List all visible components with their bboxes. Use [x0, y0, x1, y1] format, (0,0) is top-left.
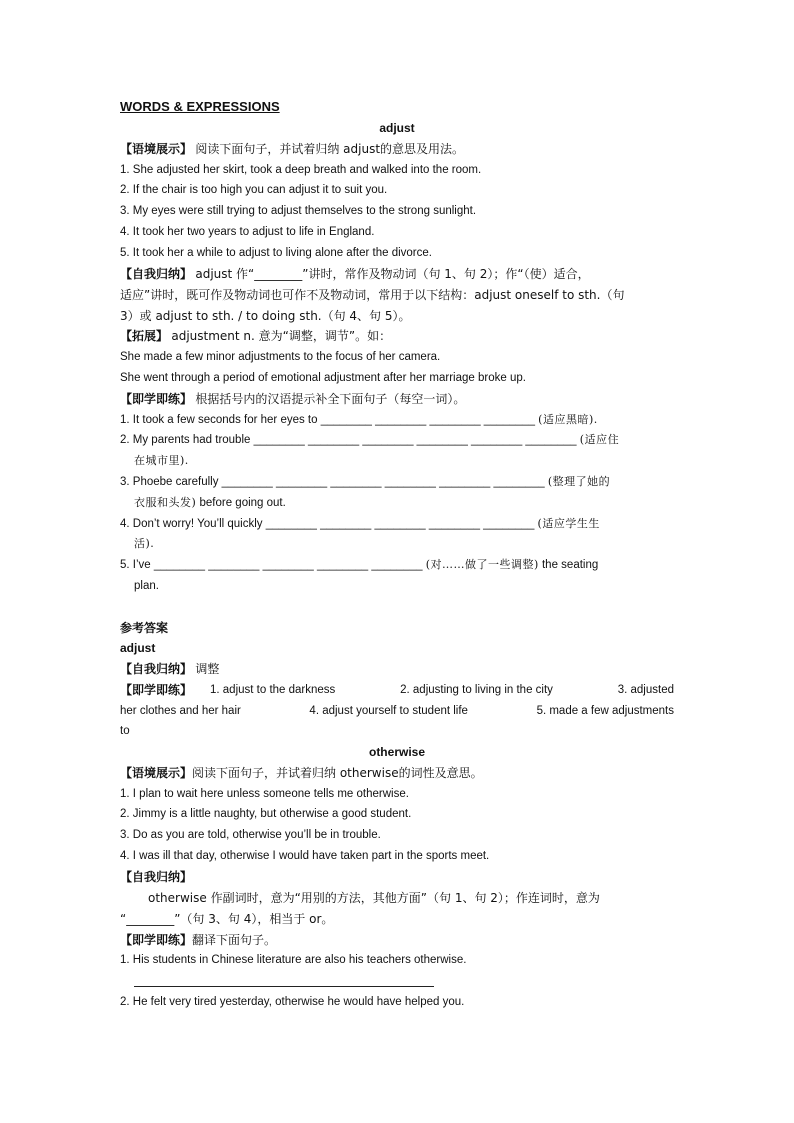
practice-heading	[120, 932, 276, 948]
answers-practice-row: to	[120, 725, 130, 737]
answer-item: 2. adjusting to living in the city	[400, 684, 553, 696]
hint-text: (适应黑暗).	[538, 413, 598, 426]
hint-continuation: 衣服和头发)	[134, 496, 197, 509]
practice-question-2: 2. My parents had trouble ________ ________ ________ ________ ________ ________ (适应住	[120, 433, 620, 446]
context-heading	[120, 765, 483, 781]
example-sentence: 2. If the chair is too high you can adjust it to suit you.	[120, 184, 388, 196]
word-heading-otherwise: otherwise	[368, 745, 425, 759]
context-label: 【语境展示】	[120, 142, 193, 156]
practice-label: 【即学即练】	[120, 933, 193, 947]
practice-question-3-continuation: 衣服和头发) before going out.	[134, 496, 286, 509]
summary-paragraph	[120, 266, 590, 282]
answer-item: her clothes and her hair	[120, 705, 241, 717]
summary-line: otherwise 作副词时，意为“用别的方法，其他方面”（句 1、句 2）；作连词时，意为	[148, 891, 600, 905]
expand-paragraph	[120, 328, 391, 344]
hint-text: (整理了她的	[547, 475, 611, 488]
example-sentence: 5. It took her a while to adjust to living alone after the divorce.	[120, 247, 432, 259]
practice-question-5: 5. I’ve ________ ________ ________ ________ ________ (对……做了一些调整) the seating	[120, 558, 599, 571]
practice-intro: 翻译下面句子。	[192, 933, 277, 947]
section-title: WORDS & EXPRESSIONS	[120, 99, 280, 114]
summary-label: 【自我归纳】	[120, 870, 193, 884]
practice-label: 【即学即练】	[120, 683, 193, 697]
hint-text: (对……做了一些调整)	[425, 558, 539, 571]
practice-question-3: 3. Phoebe carefully ________ ________ ________ ________ ________ ________ (整理了她的	[120, 475, 611, 488]
practice-question-5-continuation: plan.	[134, 580, 159, 592]
summary-answer: 调整	[195, 662, 220, 676]
summary-label: 【自我归纳】	[120, 662, 193, 676]
hint-text: (适应住	[579, 433, 620, 446]
answers-practice-row	[120, 703, 674, 719]
example-sentence: 3. My eyes were still trying to adjust themselves to the strong sunlight.	[120, 205, 477, 217]
expand-label: 【拓展】	[120, 329, 169, 343]
practice-intro: 根据括号内的汉语提示补全下面句子（每空一词）。	[195, 392, 466, 406]
answers-word: adjust	[120, 641, 156, 655]
example-sentence: 1. I plan to wait here unless someone tells me otherwise.	[120, 788, 409, 800]
summary-line: adjust 作“________”讲时，常作及物动词（句 1、句 2）；作“（使）适合，	[195, 267, 590, 281]
example-sentence: 4. It took her two years to adjust to life in England.	[120, 226, 375, 238]
answers-summary	[120, 661, 219, 677]
translation-sentence: 1. His students in Chinese literature are also his teachers otherwise.	[120, 954, 467, 966]
answer-item: 3. adjusted	[617, 684, 674, 696]
practice-question-1: 1. It took a few seconds for her eyes to ________ ________ ________ ________ (适应黑暗).	[120, 413, 598, 426]
example-sentence: 4. I was ill that day, otherwise I would have taken part in the sports meet.	[120, 850, 490, 862]
answers-title: 参考答案	[120, 621, 169, 635]
example-sentence: 1. She adjusted her skirt, took a deep breath and walked into the room.	[120, 164, 482, 176]
summary-label: 【自我归纳】	[120, 267, 193, 281]
context-intro: 阅读下面句子，并试着归纳 adjust的意思及用法。	[195, 142, 465, 156]
context-heading	[120, 141, 464, 157]
practice-label: 【即学即练】	[120, 392, 193, 406]
context-label: 【语境展示】	[120, 766, 193, 780]
practice-question-4: 4. Don’t worry! You’ll quickly ________ ________ ________ ________ ________ (适应学生生	[120, 517, 600, 530]
expand-example: She made a few minor adjustments to the focus of her camera.	[120, 351, 441, 363]
summary-line: “________”（句 3、句 4），相当于 or。	[120, 912, 334, 926]
answer-item: 4. adjust yourself to student life	[309, 705, 468, 717]
answer-line[interactable]	[134, 986, 434, 987]
translation-sentence: 2. He felt very tired yesterday, otherwise he would have helped you.	[120, 996, 465, 1008]
answers-practice-row	[210, 682, 674, 698]
hint-continuation: 在城市里).	[134, 454, 189, 467]
example-sentence: 2. Jimmy is a little naughty, but otherwise a good student.	[120, 808, 412, 820]
expand-example: She went through a period of emotional adjustment after her marriage broke up.	[120, 372, 526, 384]
hint-continuation: 活).	[134, 537, 155, 550]
example-sentence: 3. Do as you are told, otherwise you’ll be in trouble.	[120, 829, 381, 841]
summary-line: 适应”讲时，既可作及物动词也可作不及物动词，常用于以下结构：adjust oneself to sth.（句	[120, 288, 625, 302]
answer-item: 1. adjust to the darkness	[210, 684, 336, 696]
context-intro: 阅读下面句子，并试着归纳 otherwise的词性及意思。	[192, 766, 483, 780]
summary-line: 3）或 adjust to sth. / to doing sth.（句 4、句 5）。	[120, 309, 411, 323]
hint-text: (适应学生生	[537, 517, 600, 530]
expand-text: adjustment n. 意为“调整，调节”。如：	[171, 329, 392, 343]
answer-item: 5. made a few adjustments	[536, 705, 674, 717]
word-heading-adjust: adjust	[379, 121, 415, 135]
practice-heading	[120, 391, 465, 407]
